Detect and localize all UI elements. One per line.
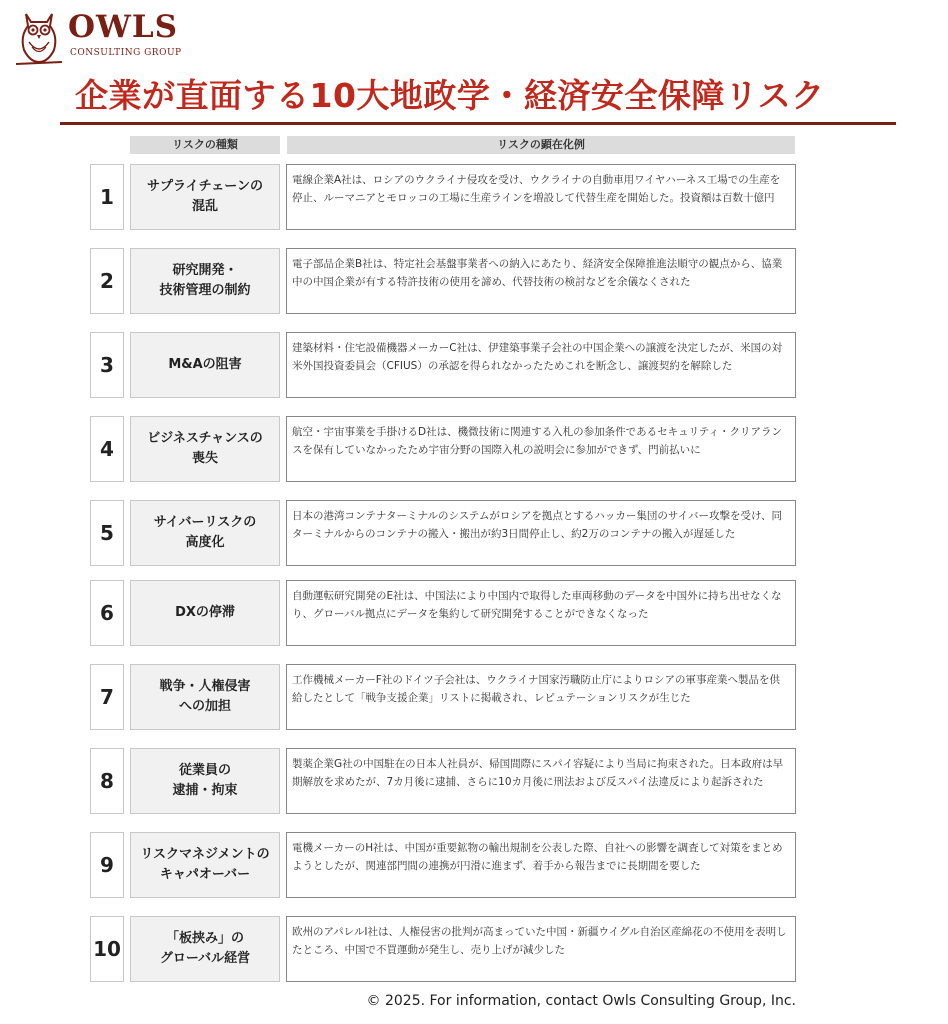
risk-row-6 (0, 580, 948, 646)
risk-example: 自動運転研究開発のE社は、中国法により中国内で取得した車両移動のデータを中国外に持ち出せなくなり、グローバル拠点にデータを集約して研究開発することができなくなった (286, 580, 796, 646)
risk-number: 5 (90, 500, 124, 566)
column-header-type: リスクの種類 (130, 136, 280, 154)
risk-type: 戦争・人権侵害 への加担 (130, 664, 280, 730)
risk-number: 1 (90, 164, 124, 230)
risk-number: 2 (90, 248, 124, 314)
column-header-example: リスクの顕在化例 (287, 136, 795, 154)
risk-type: ビジネスチャンスの 喪失 (130, 416, 280, 482)
risk-number: 6 (90, 580, 124, 646)
risk-row-8 (0, 748, 948, 814)
risk-example: 工作機械メーカーF社のドイツ子会社は、ウクライナ国家汚職防止庁によりロシアの軍事産業へ製品を供給したとして「戦争支援企業」リストに掲載され、レピュテーションリスクが生じた (286, 664, 796, 730)
risk-type: 従業員の 逮捕・拘束 (130, 748, 280, 814)
risk-row-3 (0, 332, 948, 398)
brand-subtitle: CONSULTING GROUP (70, 48, 182, 58)
risk-number: 9 (90, 832, 124, 898)
risk-type: M&Aの阻害 (130, 332, 280, 398)
risk-example: 製薬企業G社の中国駐在の日本人社員が、帰国間際にスパイ容疑により当局に拘束された。日本政府は早期解放を求めたが、7カ月後に逮捕、さらに10カ月後に刑法および反スパイ法違反により起訴された (286, 748, 796, 814)
risk-row-5 (0, 500, 948, 566)
risk-example: 電子部品企業B社は、特定社会基盤事業者への納入にあたり、経済安全保障推進法順守の観点から、協業中の中国企業が有する特許技術の使用を諦め、代替技術の検討などを余儀なくされた (286, 248, 796, 314)
risk-example: 欧州のアパレルI社は、人権侵害の批判が高まっていた中国・新疆ウイグル自治区産綿花の不使用を表明したところ、中国で不買運動が発生し、売り上げが減少した (286, 916, 796, 982)
risk-row-7 (0, 664, 948, 730)
risk-row-2 (0, 248, 948, 314)
page-title: 企業が直面する10大地政学・経済安全保障リスク (75, 76, 825, 115)
risk-row-4 (0, 416, 948, 482)
risk-type: サイバーリスクの 高度化 (130, 500, 280, 566)
risk-number: 10 (90, 916, 124, 982)
risk-example: 航空・宇宙事業を手掛けるD社は、機微技術に関連する入札の参加条件であるセキュリティ・クリアランスを保有していなかったため宇宙分野の国際入札の説明会に参加ができず、門前払いに (286, 416, 796, 482)
owl-logo-icon (14, 6, 64, 66)
title-divider (60, 122, 896, 125)
risk-type: サプライチェーンの 混乱 (130, 164, 280, 230)
risk-type: リスクマネジメントの キャパオーバー (130, 832, 280, 898)
risk-example: 建築材料・住宅設備機器メーカーC社は、伊建築事業子会社の中国企業への譲渡を決定したが、米国の対米外国投資委員会（CFIUS）の承認を得られなかったためこれを断念し、譲渡契約を解除した (286, 332, 796, 398)
risk-row-10 (0, 916, 948, 982)
risk-example: 電線企業A社は、ロシアのウクライナ侵攻を受け、ウクライナの自動車用ワイヤハーネス工場での生産を停止、ルーマニアとモロッコの工場に生産ラインを増設して代替生産を開始した。投資額は百数十億円 (286, 164, 796, 230)
risk-example: 電機メーカーのH社は、中国が重要鉱物の輸出規制を公表した際、自社への影響を調査して対策をまとめようとしたが、関連部門間の連携が円滑に進まず、着手から報告までに長期間を要した (286, 832, 796, 898)
risk-number: 7 (90, 664, 124, 730)
risk-type: 研究開発・ 技術管理の制約 (130, 248, 280, 314)
risk-number: 4 (90, 416, 124, 482)
risk-row-1 (0, 164, 948, 230)
risk-example: 日本の港湾コンテナターミナルのシステムがロシアを拠点とするハッカー集団のサイバー攻撃を受け、同ターミナルからのコンテナの搬入・搬出が約3日間停止し、約2万のコンテナの搬入が遅延した (286, 500, 796, 566)
risk-number: 3 (90, 332, 124, 398)
brand-name: OWLS (68, 9, 179, 45)
copyright-footer: © 2025. For information, contact Owls Consulting Group, Inc. (366, 993, 796, 1009)
risk-row-9 (0, 832, 948, 898)
company-logo (14, 6, 184, 66)
risk-type: 「板挟み」の グローバル経営 (130, 916, 280, 982)
risk-type: DXの停滞 (130, 580, 280, 646)
risk-number: 8 (90, 748, 124, 814)
